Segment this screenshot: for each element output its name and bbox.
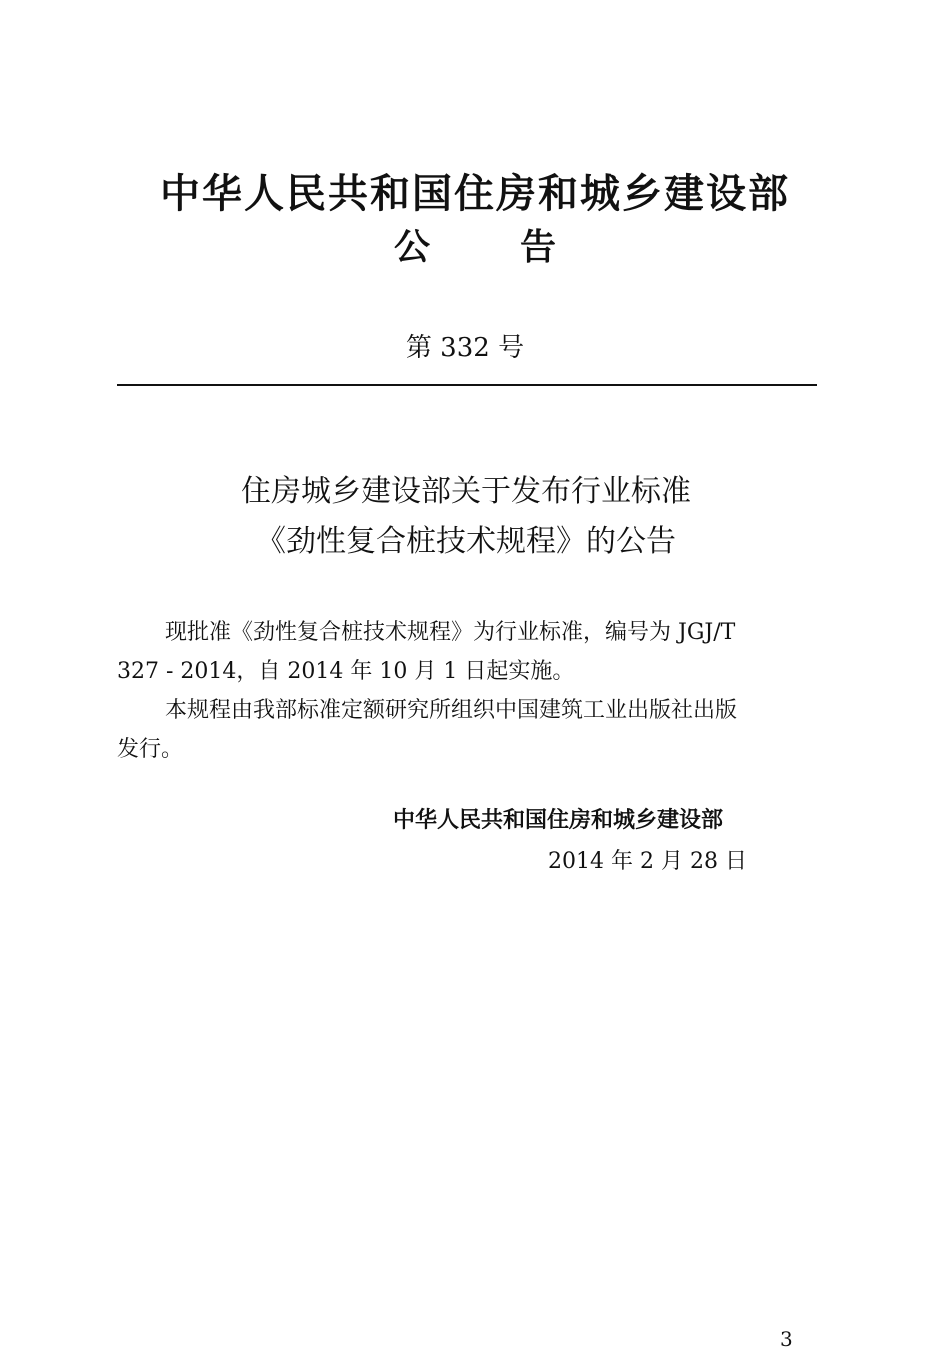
issue-number: 第 332 号 <box>405 333 525 363</box>
notice-heading: 公告 <box>393 227 646 268</box>
paragraph-1-line-2: 327 - 2014，自 2014 年 10 月 1 日起实施。 <box>117 659 575 684</box>
page-number: 3 <box>780 1327 793 1351</box>
headline-line-2: 《劲性复合桩技术规程》的公告 <box>256 524 676 559</box>
ministry-title: 中华人民共和国住房和城乡建设部 <box>160 171 790 217</box>
signature-organization: 中华人民共和国住房和城乡建设部 <box>393 808 724 833</box>
paragraph-2-line-1: 本规程由我部标准定额研究所组织中国建筑工业出版社出版 <box>165 698 738 723</box>
header-divider <box>117 384 817 386</box>
paragraph-1-line-1: 现批准《劲性复合桩技术规程》为行业标准，编号为 JGJ/T <box>165 620 736 645</box>
headline-line-1: 住房城乡建设部关于发布行业标准 <box>241 474 691 509</box>
paragraph-2-line-2: 发行。 <box>117 737 184 762</box>
signature-date: 2014 年 2 月 28 日 <box>548 849 747 874</box>
